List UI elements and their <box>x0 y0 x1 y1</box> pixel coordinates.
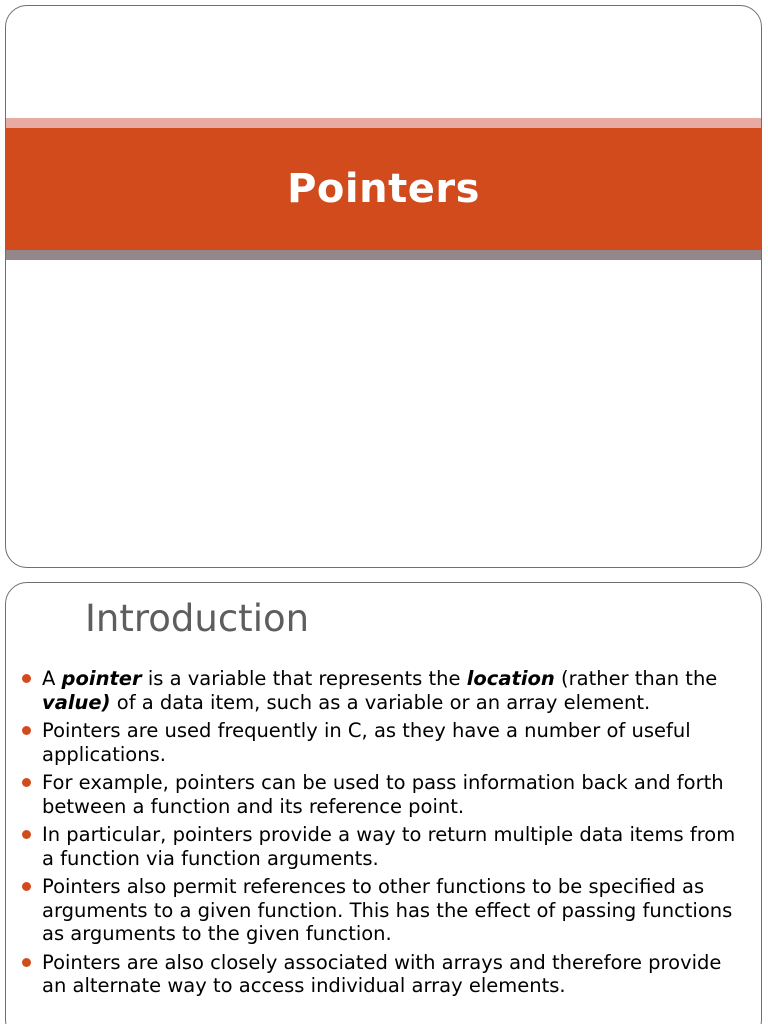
bullet-item <box>20 719 749 766</box>
title-band <box>6 128 761 250</box>
bullet-text: Pointers are used frequently in C, as they have a number of useful applications. <box>42 719 691 766</box>
bullet-item <box>20 771 749 818</box>
bullet-text: is a variable that represents the <box>141 667 467 690</box>
title-slide <box>5 5 762 568</box>
bullet-text: of a data item, such as a variable or an array element. <box>110 690 651 714</box>
bullet-item <box>20 951 749 998</box>
bullet-text: (rather than the <box>554 667 718 690</box>
bullet-dot-icon <box>22 882 31 891</box>
bullet-text: Pointers are also closely associated with arrays and therefore provide an alternate way to access individual array elements. <box>42 950 722 997</box>
bullet-dot-icon <box>22 958 31 967</box>
bullet-dot-icon <box>22 778 31 787</box>
bullet-dot-icon <box>22 674 31 683</box>
bullet-dot-icon <box>22 726 31 735</box>
bullet-item <box>20 823 749 870</box>
accent-strip-bottom <box>6 250 761 260</box>
slide-title: Pointers <box>287 166 480 212</box>
bullet-text: For example, pointers can be used to pass information back and forth between a function and its reference point. <box>42 771 724 818</box>
bullet-emphasis: location <box>466 667 555 690</box>
bullet-text: In particular, pointers provide a way to return multiple data items from a function via function arguments. <box>42 823 736 870</box>
introduction-slide <box>5 582 762 1024</box>
accent-strip-top <box>6 118 761 128</box>
bullet-item <box>20 667 749 714</box>
bullet-emphasis: value) <box>42 690 111 714</box>
bullet-item <box>20 875 749 946</box>
bullet-text: A <box>42 667 62 690</box>
bullet-dot-icon <box>22 830 31 839</box>
bullet-text: Pointers also permit references to other functions to be specified as arguments to a given function. This has the effect of passing functions as arguments to the given function. <box>42 875 733 945</box>
slide-heading: Introduction <box>85 597 310 640</box>
bullet-emphasis: pointer <box>61 667 142 690</box>
bullet-list <box>20 667 749 1003</box>
